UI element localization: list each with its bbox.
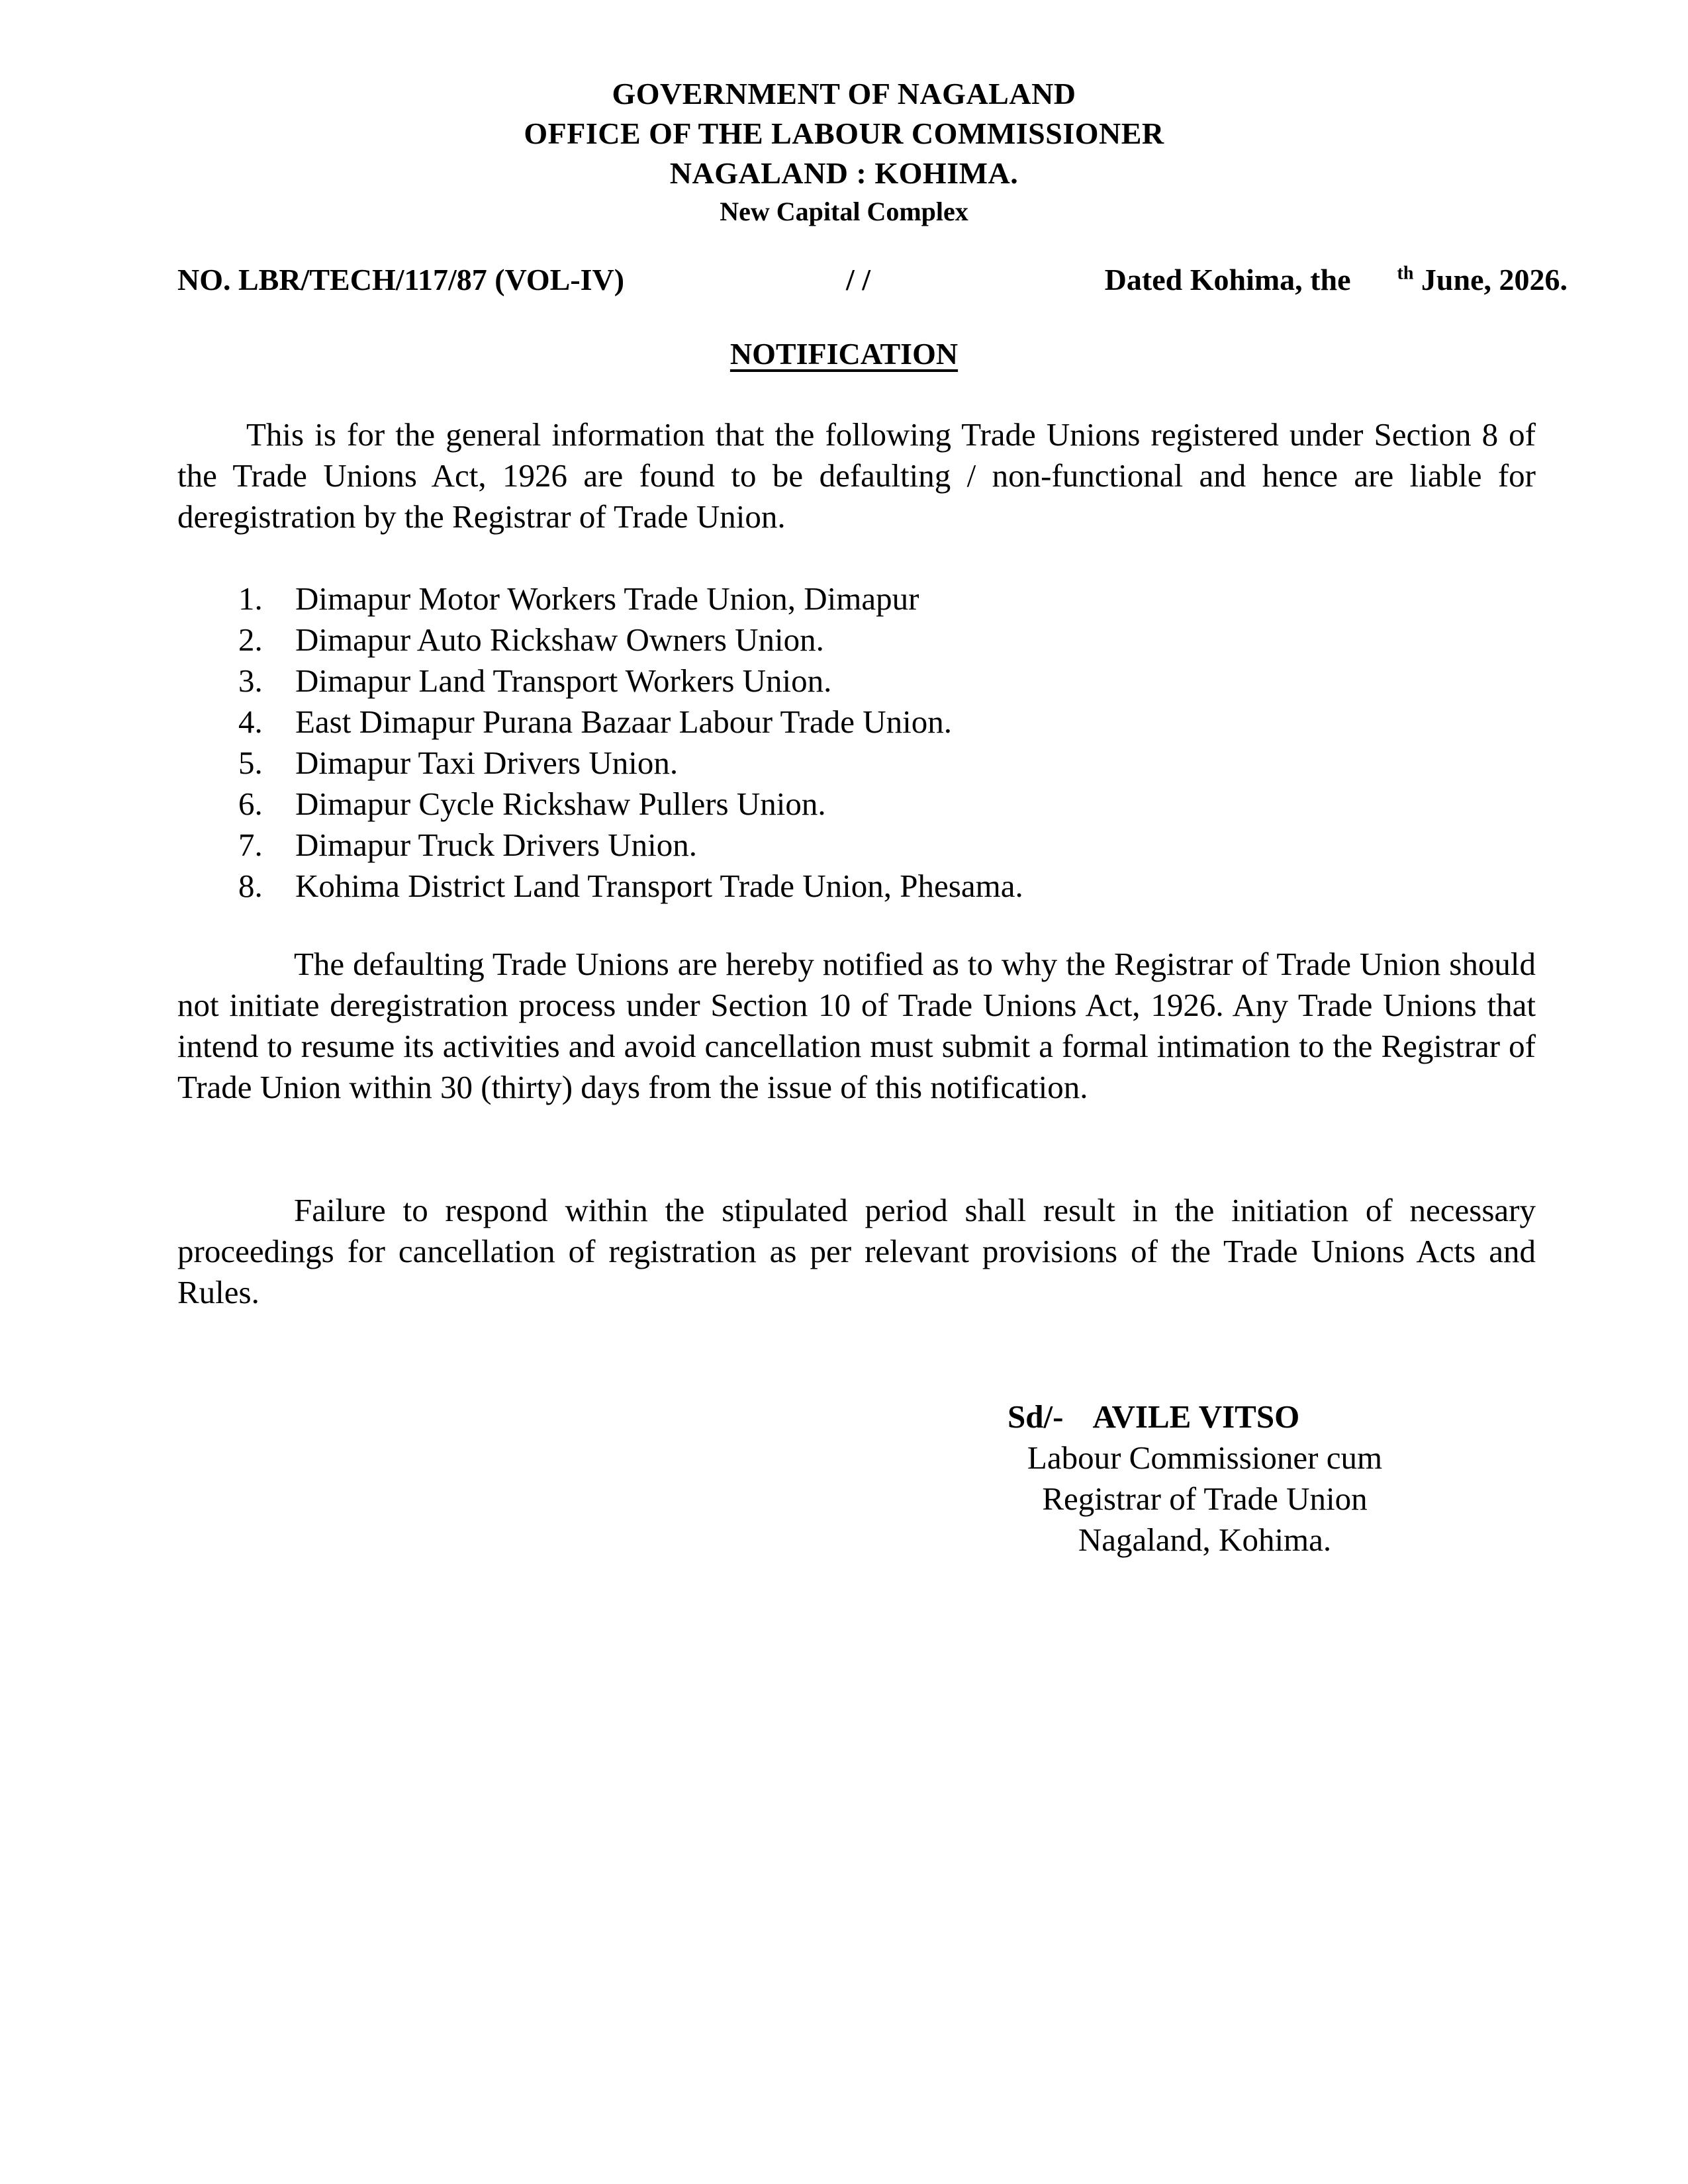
signed-prefix: Sd/- (1008, 1398, 1064, 1435)
list-item-number: 1. (238, 580, 263, 617)
list-item-number: 3. (238, 662, 263, 699)
reference-number: NO. LBR/TECH/117/87 (VOL-IV) (177, 263, 625, 296)
list-item (238, 866, 1496, 907)
union-list (238, 578, 1496, 907)
list-item-name: Kohima District Land Transport Trade Union, Phesama. (295, 868, 1023, 904)
list-item-number: 6. (238, 786, 263, 822)
list-item-name: Dimapur Motor Workers Trade Union, Dimapur (295, 580, 919, 617)
day-suffix: th (1397, 263, 1414, 284)
signatory-designation-1: Labour Commissioner cum (1027, 1439, 1383, 1476)
signatory-name-line (993, 1396, 1417, 1437)
list-item-number: 7. (238, 827, 263, 863)
dated-prefix: Dated Kohima, the (1104, 263, 1351, 296)
signatory-location: Nagaland, Kohima. (1078, 1522, 1332, 1558)
reference-date (1105, 257, 1568, 303)
letterhead-complex: New Capital Complex (720, 197, 968, 226)
letterhead (0, 74, 1688, 230)
list-item-name: Dimapur Taxi Drivers Union. (295, 745, 679, 781)
reference-line (177, 257, 1568, 303)
list-item-number: 5. (238, 745, 263, 781)
list-item-name: Dimapur Auto Rickshaw Owners Union. (295, 621, 824, 658)
letterhead-office: OFFICE OF THE LABOUR COMMISSIONER (524, 116, 1164, 150)
list-item (238, 784, 1496, 825)
list-item (238, 619, 1496, 660)
list-item-number: 8. (238, 868, 263, 904)
letterhead-location: NAGALAND : KOHIMA. (669, 156, 1019, 190)
list-item (238, 825, 1496, 866)
signatory-designation-2: Registrar of Trade Union (1042, 1480, 1368, 1517)
list-item-name: Dimapur Cycle Rickshaw Pullers Union. (295, 786, 826, 822)
list-item (238, 702, 1496, 743)
intro-paragraph: This is for the general information that the following Trade Unions registered under Section 8 of the Trade Unions Act, 1926 are found to be defaulting / non-functional and hence are liable for deregistration by the Registrar of Trade Union. (177, 416, 1536, 535)
letterhead-government: GOVERNMENT OF NAGALAND (612, 77, 1076, 111)
list-item-number: 4. (238, 704, 263, 740)
date-rest: June, 2026. (1421, 263, 1568, 296)
list-item (238, 660, 1496, 702)
signature-block (993, 1396, 1417, 1561)
list-item (238, 578, 1496, 619)
list-item-name: Dimapur Land Transport Workers Union. (295, 662, 832, 699)
list-item-name: Dimapur Truck Drivers Union. (295, 827, 698, 863)
list-item-number: 2. (238, 621, 263, 658)
failure-paragraph: Failure to respond within the stipulated period shall result in the initiation of necessary proceedings for cancellation of registration as per relevant provisions of the Trade Unions Acts and Rules. (177, 1192, 1536, 1310)
list-item-name: East Dimapur Purana Bazaar Labour Trade Union. (295, 704, 952, 740)
reference-slashes: / / (846, 263, 871, 296)
signatory-name: AVILE VITSO (1092, 1398, 1300, 1435)
notice-paragraph: The defaulting Trade Unions are hereby notified as to why the Registrar of Trade Union should not initiate deregistration process under Section 10 of Trade Unions Act, 1926. Any Trade Unions that intend to resume its activities and avoid cancellation must submit a formal intimation to the Registrar of Trade Union within 30 (thirty) days from the issue of this notification. (177, 946, 1536, 1105)
notification-title: NOTIFICATION (729, 337, 959, 371)
list-item (238, 743, 1496, 784)
